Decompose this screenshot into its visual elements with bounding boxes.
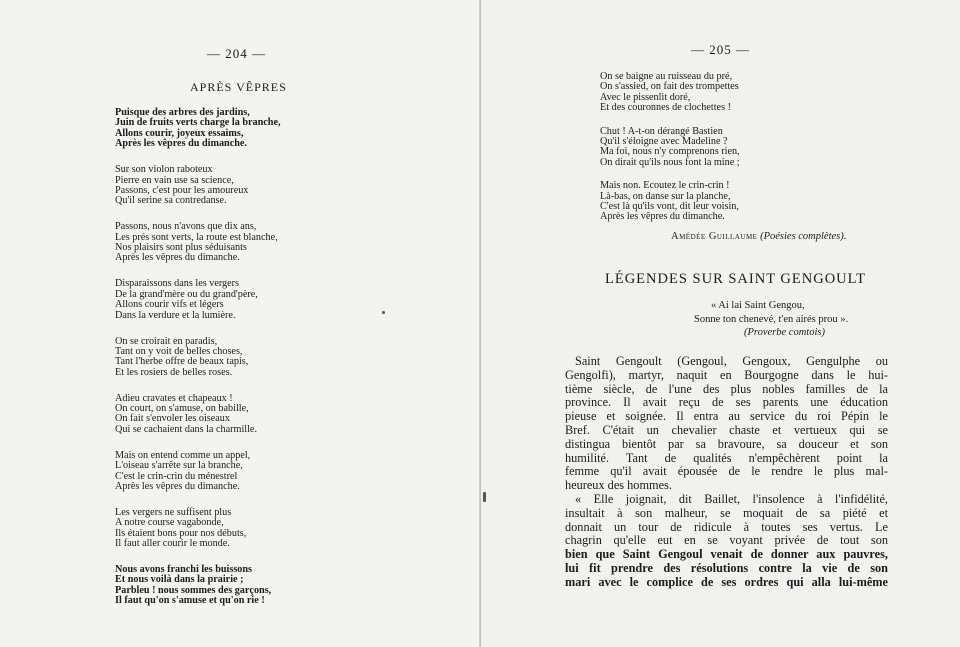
poem-title: APRÈS VÊPRES [190, 80, 287, 94]
verse-line: C'est là qu'ils vont, dit leur voisin, [600, 201, 739, 213]
verse-line: Ils étaient bons pour nos débuts, [115, 527, 247, 539]
verse-line: On se croirait en paradis, [115, 335, 218, 347]
verse-line: Et nous voilà dans la prairie ; [115, 574, 244, 586]
stanza [115, 222, 355, 264]
prose-line: chagrin qu'elle eut en se voyant privée de tout son [565, 533, 888, 548]
prose-line: « Elle joignait, dit Baillet, l'insolence à l'infidélité, [575, 491, 888, 506]
poem-attribution [671, 231, 846, 242]
prose-line: lui fit prendre des résolutions contre la vie de son [565, 560, 888, 575]
verse-line: Mais non. Ecoutez le crin-crin ! [600, 180, 730, 192]
prose-line: insultait à son malheur, se moquait de sa piété et [565, 505, 888, 520]
verse-line: Passons, c'est pour les amoureux [115, 184, 249, 196]
attribution-author: Amédée Guillaume [671, 231, 758, 242]
prose-line: donnait un tour de ridicule à toutes ses vertus. Le [565, 519, 888, 534]
verse-line: Juin de fruits verts charge la branche, [115, 117, 281, 129]
prose-line: tième siècle, de l'une des plus nobles familles de la [565, 381, 888, 396]
verse-line: Passons, nous n'avons que dix ans, [115, 221, 257, 233]
prose-line: bien que Saint Gengoul venait de donner aux pauvres, [565, 547, 888, 562]
stanza [115, 508, 355, 550]
prose-text [565, 355, 888, 590]
verse-line: Mais on entend comme un appel, [115, 449, 251, 461]
right-page-number: — 205 — [691, 42, 750, 57]
prose-line: humilité. Tant de qualités n'empêchèrent point la [565, 450, 888, 465]
epigraph-line: « Ai lai Saint Gengou, [711, 300, 805, 311]
verse-line: On fait s'envoler les oiseaux [115, 413, 230, 425]
verse-line: Allons courir, joyeux essaims, [115, 127, 244, 139]
verse-line: Sur son violon raboteux [115, 164, 213, 176]
verse-line: Après les vêpres du dimanche. [115, 480, 240, 492]
epigraph [694, 299, 894, 340]
verse-line: A notre course vagabonde, [115, 517, 224, 529]
right-poem-body [600, 72, 860, 236]
verse-line: Il faut aller courir le monde. [115, 538, 230, 550]
prose-line: pieuse et soignée. Il entra au service du roi Pépin le [565, 409, 888, 424]
verse-line: On dirait qu'ils nous font la mine ; [600, 156, 740, 168]
stanza [115, 108, 355, 150]
ink-mark [483, 492, 486, 502]
stanza [600, 127, 860, 169]
stanza [115, 165, 355, 207]
verse-line: On s'assied, on fait des trompettes [600, 81, 739, 93]
epigraph-line: Sonne ton chenevé, t'en airés prou ». [694, 313, 849, 325]
verse-line: Chut ! A-t-on dérangé Bastien [600, 125, 723, 137]
verse-line: Il faut qu'on s'amuse et qu'on rie ! [115, 595, 265, 607]
prose-line: heureux des hommes. [565, 478, 672, 493]
prose-line: province. Il avait reçu de ses parents une éducation [565, 395, 888, 410]
verse-line: Et les rosiers de belles roses. [115, 366, 233, 378]
prose-line: distingua bientôt par sa bravoure, sa douceur et son [565, 436, 888, 451]
verse-line: Adieu cravates et chapeaux ! [115, 392, 233, 404]
verse-line: Pierre en vain use sa science, [115, 174, 234, 186]
verse-line: Avec le pissenlit doré, [600, 91, 691, 103]
verse-line: On se baigne au ruisseau du pré, [600, 71, 733, 82]
prose-line: Bref. C'était un chevalier chaste et vertueux qui se [565, 422, 888, 437]
verse-line: Puisque des arbres des jardins, [115, 107, 250, 118]
stanza [115, 394, 355, 436]
verse-line: Allons courir vifs et légers [115, 299, 224, 311]
verse-line: Qu'il serine sa contredanse. [115, 195, 227, 207]
prose-line: mari avec le complice de ses ordres qui alla lui-même [565, 574, 888, 589]
verse-line: L'oiseau s'arrête sur la branche, [115, 460, 243, 472]
verse-line: Dans la verdure et la lumière. [115, 309, 236, 321]
verse-line: Ma foi, nous n'y comprenons rien, [600, 146, 740, 158]
stanza [115, 337, 355, 379]
stanza [115, 451, 355, 493]
verse-line: Là-bas, on danse sur la planche, [600, 190, 731, 202]
verse-line: Les prés sont verts, la route est blanche, [115, 231, 278, 243]
verse-line: Parbleu ! nous sommes des garçons, [115, 584, 272, 596]
verse-line: Après les vêpres du dimanche. [115, 252, 240, 264]
left-poem-body [115, 108, 355, 622]
verse-line: Et des couronnes de clochettes ! [600, 102, 731, 114]
left-page-number: — 204 — [207, 46, 266, 61]
verse-line: Tant on y voit de belles choses, [115, 345, 243, 357]
ink-speck [382, 311, 385, 314]
stanza [115, 565, 355, 607]
stanza [600, 181, 860, 223]
verse-line: Nos plaisirs sont plus séduisants [115, 242, 247, 254]
section-title: LÉGENDES SUR SAINT GENGOULT [605, 271, 867, 287]
verse-line: Nous avons franchi les buissons [115, 564, 253, 575]
verse-line: Après les vêpres du dimanche. [600, 211, 725, 223]
verse-line: Tant l'herbe offre de beaux tapis, [115, 356, 249, 368]
verse-line: On court, on s'amuse, on babille, [115, 403, 249, 415]
verse-line: C'est le crin-crin du ménestrel [115, 470, 238, 482]
verse-line: De la grand'mère ou du grand'père, [115, 288, 258, 300]
stanza [115, 279, 355, 321]
verse-line: Qu'il s'éloigne avec Madeline ? [600, 136, 728, 148]
right-page [481, 0, 960, 647]
verse-line: Qui se cachaient dans la charmille. [115, 423, 257, 435]
verse-line: Après les vêpres du dimanche. [115, 138, 247, 150]
prose-line: Saint Gengoult (Gengoul, Gengoux, Gengulphe ou [575, 354, 888, 368]
prose-line: Gengolfi), martyr, naquit en Bourgogne dans le hui- [565, 367, 888, 382]
epigraph-source: (Proverbe comtois) [744, 327, 825, 338]
prose-line: femme qu'il avait épousée de le rendre le plus mal- [565, 464, 888, 479]
stanza [600, 72, 860, 114]
attribution-work: (Poésies complètes). [760, 231, 847, 242]
verse-line: Disparaissons dans les vergers [115, 278, 240, 290]
verse-line: Les vergers ne suffisent plus [115, 506, 232, 518]
